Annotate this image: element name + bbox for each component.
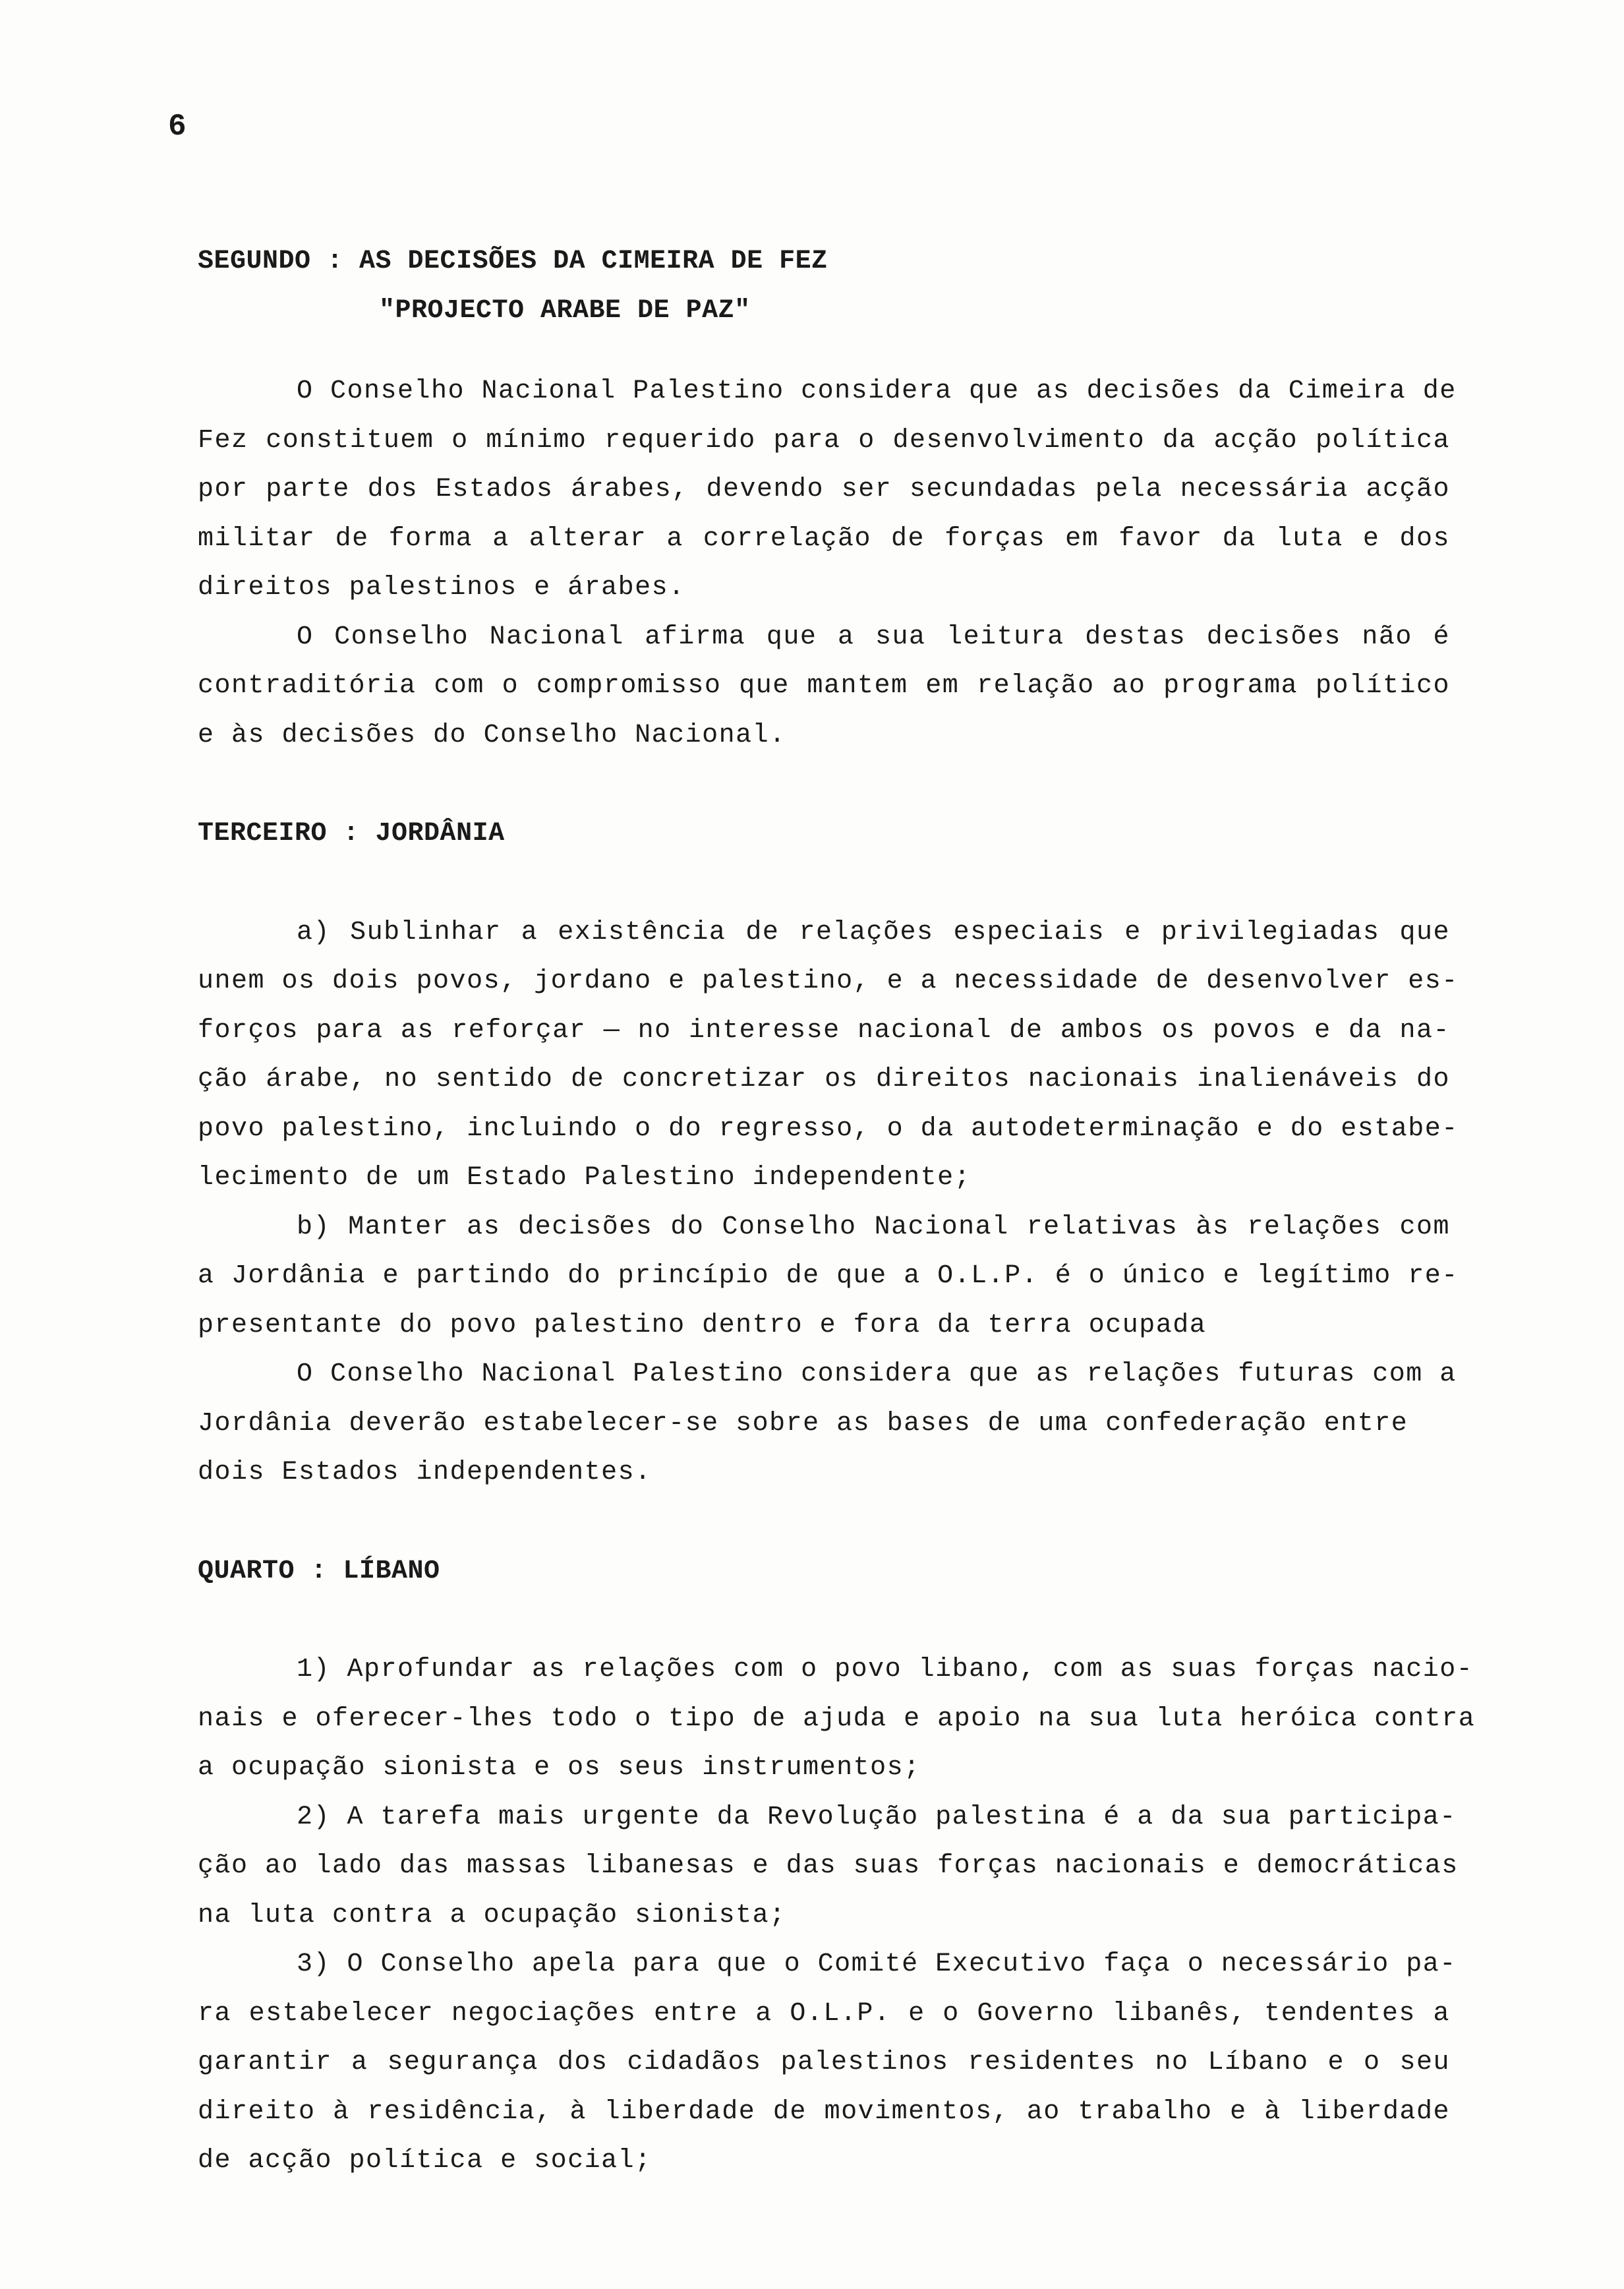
page-number: 6 (168, 109, 187, 144)
paragraph-line: b) Manter as decisões do Conselho Nacional relativas às relações com (297, 1212, 1450, 1242)
paragraph-line: povo palestino, incluindo o do regresso, o da autodeterminação e do estabe- (198, 1114, 1459, 1144)
section-heading-quarto: QUARTO : LÍBANO (198, 1556, 440, 1586)
paragraph-line: 2) A tarefa mais urgente da Revolução palestina é a da sua participa- (297, 1802, 1457, 1832)
paragraph-line: a) Sublinhar a existência de relações especiais e privilegiadas que (297, 917, 1450, 947)
paragraph-line: a Jordânia e partindo do princípio de que a O.L.P. é o único e legítimo re- (198, 1261, 1459, 1291)
paragraph-line: dois Estados independentes. (198, 1458, 652, 1487)
paragraph-line: nais e oferecer-lhes todo o tipo de ajuda e apoio na sua luta heróica contra (198, 1704, 1476, 1734)
paragraph-line: lecimento de um Estado Palestino independente; (198, 1163, 972, 1193)
paragraph-line: e às decisões do Conselho Nacional. (198, 720, 786, 750)
paragraph-line: contraditória com o compromisso que mantem em relação ao programa político (198, 671, 1450, 701)
paragraph-line: 1) Aprofundar as relações com o povo libano, com as suas forças nacio- (297, 1655, 1474, 1684)
section-heading-segundo: SEGUNDO : AS DECISÕES DA CIMEIRA DE FEZ (198, 247, 828, 276)
paragraph-line: Fez constituem o mínimo requerido para o desenvolvimento da acção política (198, 425, 1450, 456)
paragraph-line: ra estabelecer negociações entre a O.L.P. e o Governo libanês, tendentes a (198, 1998, 1450, 2029)
paragraph-line: unem os dois povos, jordano e palestino, e a necessidade de desenvolver es- (198, 966, 1459, 996)
paragraph-line: direitos palestinos e árabes. (198, 573, 685, 603)
paragraph-line: direito à residência, à liberdade de movimentos, ao trabalho e à liberdade (198, 2096, 1450, 2127)
paragraph-line: Jordânia deverão estabelecer-se sobre as bases de uma confederação entre (198, 1408, 1408, 1439)
paragraph-line: garantir a segurança dos cidadãos palestinos residentes no Líbano e o seu (198, 2048, 1450, 2077)
section-heading-terceiro: TERCEIRO : JORDÂNIA (198, 819, 505, 848)
section-subtitle-projecto: "PROJECTO ARABE DE PAZ" (379, 295, 751, 326)
paragraph-line: por parte dos Estados árabes, devendo ser secundadas pela necessária acção (198, 475, 1450, 504)
paragraph-line: presentante do povo palestino dentro e fora da terra ocupada (198, 1310, 1207, 1340)
paragraph-line: O Conselho Nacional afirma que a sua leitura destas decisões não é (297, 622, 1450, 652)
paragraph-line: a ocupação sionista e os seus instrumentos; (198, 1753, 921, 1783)
document-body (198, 237, 1476, 2186)
paragraph-line: na luta contra a ocupação sionista; (198, 1900, 786, 1930)
paragraph-line: O Conselho Nacional Palestino considera que as relações futuras com a (297, 1359, 1457, 1389)
paragraph-line: ção árabe, no sentido de concretizar os direitos nacionais inalienáveis do (198, 1065, 1450, 1094)
paragraph-line: ção ao lado das massas libanesas e das suas forças nacionais e democráticas (198, 1851, 1459, 1881)
paragraph-line: forços para as reforçar — no interesse nacional de ambos os povos e da na- (198, 1015, 1450, 1046)
paragraph-line: de acção política e social; (198, 2146, 652, 2176)
paragraph-line: militar de forma a alterar a correlação de forças em favor da luta e dos (198, 523, 1450, 554)
paragraph-line: 3) O Conselho apela para que o Comité Executivo faça o necessário pa- (297, 1949, 1457, 1979)
paragraph-line: O Conselho Nacional Palestino considera que as decisões da Cimeira de (297, 376, 1457, 406)
